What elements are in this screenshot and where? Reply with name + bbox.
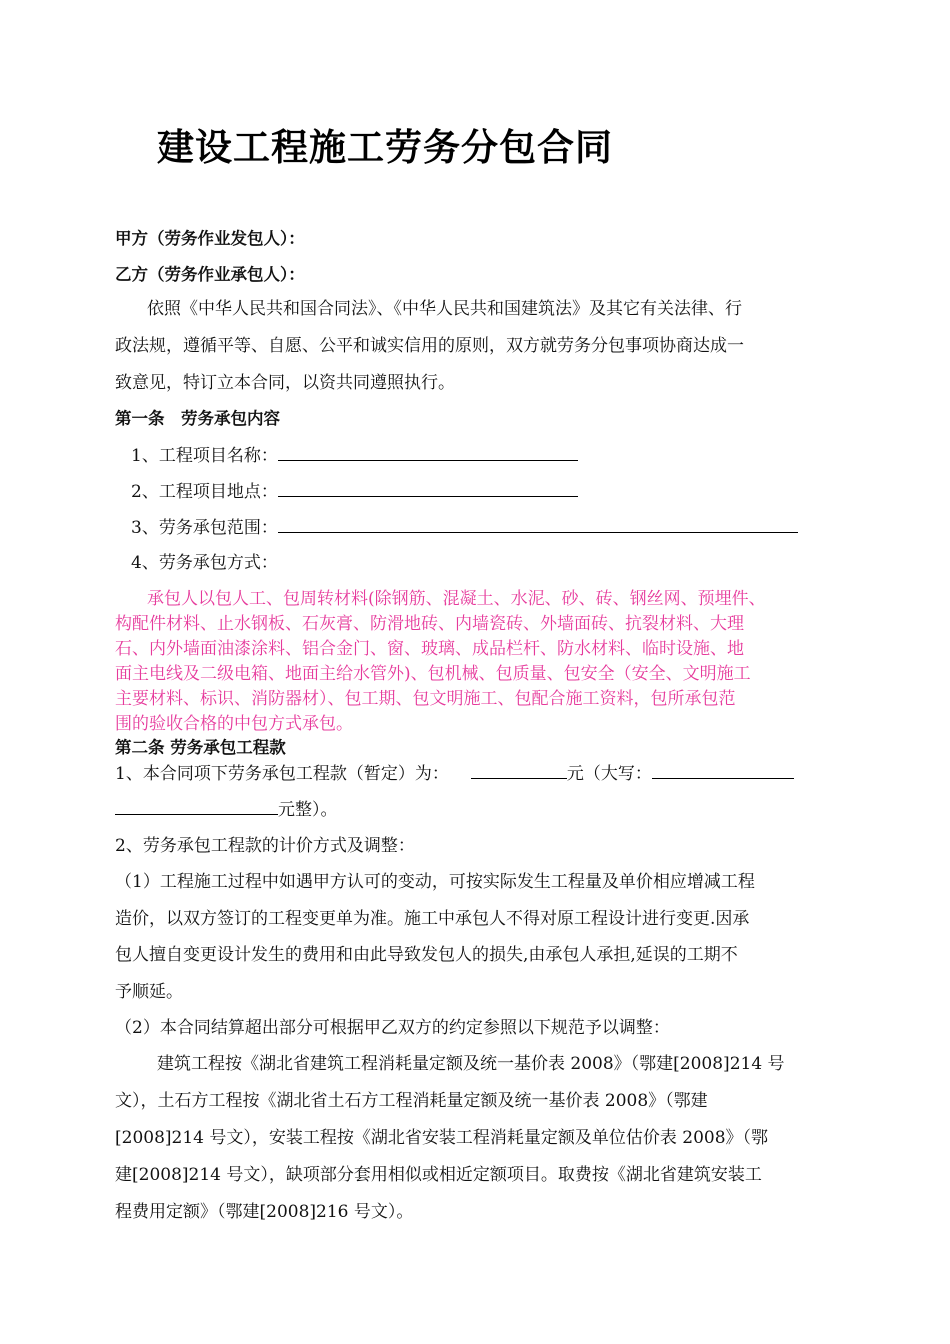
party-b-label: 乙方（劳务作业承包人）： (115, 265, 305, 284)
article2-p2-3-line: 建筑工程按《湖北省建筑工程消耗量定额及统一基价表 2008》（鄂建[2008]214 号 (157, 1054, 785, 1074)
intro-line: 依照《中华人民共和国合同法》、《中华人民共和国建筑法》及其它有关法律、行 (147, 299, 742, 319)
article2-p2-3-line: [2008]214 号文），安装工程按《湖北省安装工程消耗量定额及单位估价表 2008》（鄂 (115, 1128, 769, 1148)
article2-p2-3-line: 建[2008]214 号文），缺项部分套用相似或相近定额项目。取费按《湖北省建筑安装工 (115, 1165, 762, 1185)
scope-label: 3、劳务承包范围： (131, 518, 278, 538)
article2-p2-3-line: 文），土石方工程按《湖北省土石方工程消耗量定额及统一基价表 2008》（鄂建 (115, 1091, 708, 1111)
amount-label: 1、本合同项下劳务承包工程款（暂定）为： (115, 764, 449, 784)
scope-blank[interactable] (278, 516, 798, 533)
method-line: 承包人以包人工、包周转材料(除钢筋、混凝土、水泥、砂、砖、钢丝网、预埋件、 (147, 589, 766, 609)
method-line: 主要材料、标识、消防器材）、包工期、包文明施工、包配合施工资料，包所承包范 (115, 689, 736, 709)
article2-p2-3-line: 程费用定额》（鄂建[2008]216 号文）。 (115, 1202, 414, 1222)
article2-heading: 第二条 劳务承包工程款 (115, 738, 286, 757)
article2-p1-cont (115, 798, 338, 821)
amount-uppercase-label: 元（大写： (566, 764, 652, 784)
article2-p2: 2、劳务承包工程款的计价方式及调整： (115, 836, 415, 856)
amount-end-label: 元整）。 (278, 800, 338, 820)
article2-p2-1-line: 造价，以双方签订的工程变更单为准。施工中承包人不得对原工程设计进行变更.因承 (115, 909, 750, 929)
amount-blank[interactable] (471, 762, 567, 779)
article1-item2 (131, 480, 578, 503)
method-line: 围的验收合格的中包方式承包。 (115, 714, 353, 734)
article1-heading: 第一条 劳务承包内容 (115, 409, 280, 428)
project-location-blank[interactable] (278, 480, 578, 497)
project-name-blank[interactable] (278, 444, 578, 461)
article1-item4: 4、劳务承包方式： (131, 553, 278, 573)
method-line: 构配件材料、止水钢板、石灰膏、防滑地砖、内墙瓷砖、外墙面砖、抗裂材料、大理 (115, 614, 744, 634)
amount-uppercase-blank[interactable] (652, 762, 794, 779)
article2-p2-1-line: （1）工程施工过程中如遇甲方认可的变动，可按实际发生工程量及单价相应增减工程 (115, 872, 755, 892)
article1-item1 (131, 444, 578, 467)
document-title: 建设工程施工劳务分包合同 (157, 126, 613, 169)
article2-p1 (115, 762, 794, 785)
article2-p2-2: （2）本合同结算超出部分可根据甲乙双方的约定参照以下规范予以调整： (115, 1018, 670, 1038)
project-name-label: 1、工程项目名称： (131, 446, 278, 466)
article2-p2-1-line: 予顺延。 (115, 982, 183, 1002)
article2-p2-1-line: 包人擅自变更设计发生的费用和由此导致发包人的损失,由承包人承担,延误的工期不 (115, 945, 738, 965)
intro-line: 政法规，遵循平等、自愿、公平和诚实信用的原则，双方就劳务分包事项协商达成一 (115, 336, 744, 356)
party-a-label: 甲方（劳务作业发包人）： (115, 229, 305, 248)
method-line: 石、内外墙面油漆涂料、铝合金门、窗、玻璃、成品栏杆、防水材料、临时设施、地 (115, 639, 744, 659)
intro-line: 致意见，特订立本合同，以资共同遵照执行。 (115, 373, 455, 393)
amount-uppercase-blank-cont[interactable] (115, 798, 278, 815)
method-line: 面主电线及二级电箱、地面主给水管外)、包机械、包质量、包安全（安全、文明施工 (115, 664, 751, 684)
article1-item3 (131, 516, 798, 539)
project-location-label: 2、工程项目地点： (131, 482, 278, 502)
